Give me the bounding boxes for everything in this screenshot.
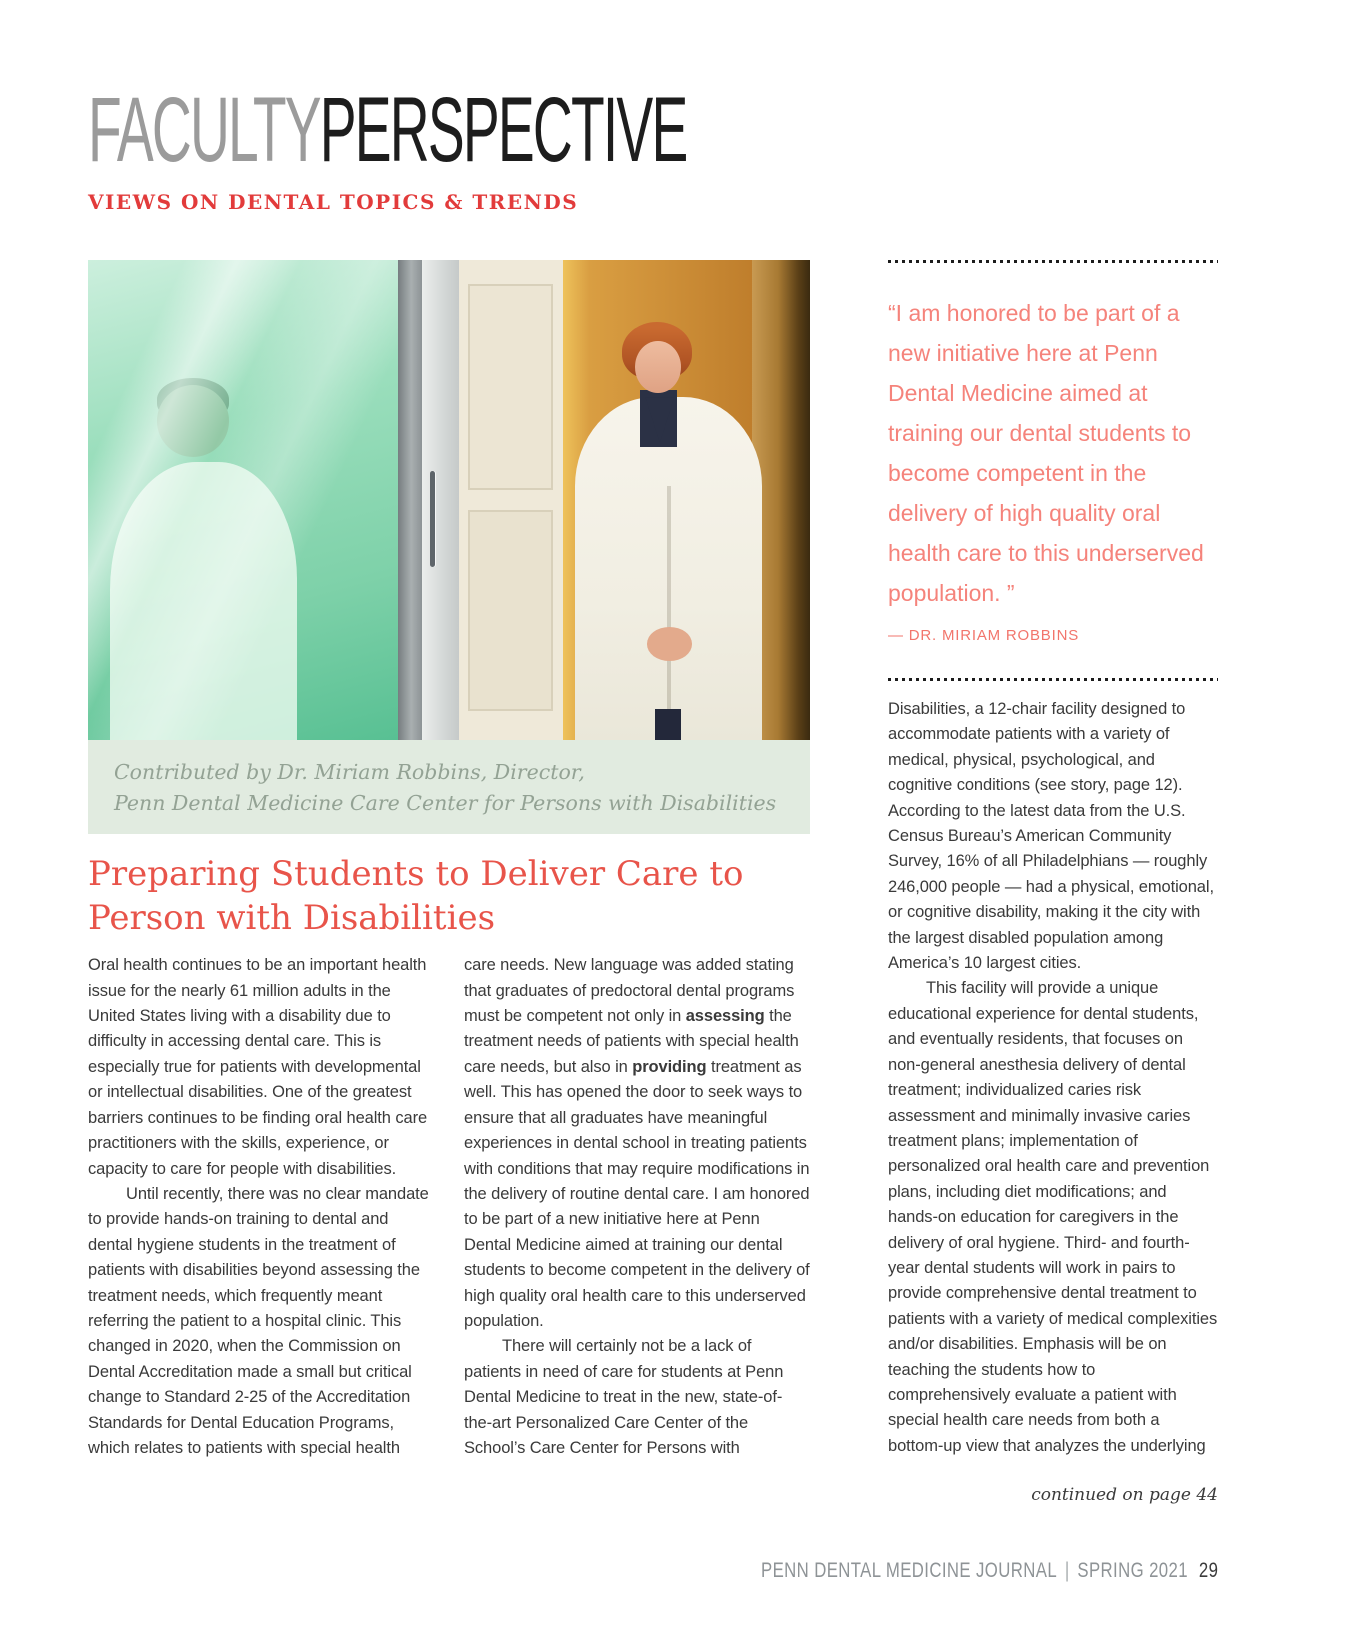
pull-quote: “I am honored to be part of a new initiative here at Penn Dental Medicine aimed at training our dental students to become competent in the delivery of high quality oral health care to this underserved population. ” xyxy=(888,300,1204,606)
wall-panel-upper xyxy=(468,284,553,490)
issue-label: SPRING 2021 xyxy=(1077,1558,1188,1582)
body-column-1 xyxy=(88,953,434,1461)
glass-highlight xyxy=(88,260,398,740)
footer-separator: | xyxy=(1064,1558,1070,1582)
text-run: care needs. New language was added stating that graduates of predoctoral dental programs must be competent not only in xyxy=(464,956,795,1026)
section-kicker: VIEWS ON DENTAL TOPICS & TRENDS xyxy=(88,190,579,214)
content-area xyxy=(88,260,1218,1505)
section-title xyxy=(88,79,845,181)
section-title-faculty: FACULTY xyxy=(88,79,320,181)
journal-name: PENN DENTAL MEDICINE JOURNAL xyxy=(760,1558,1057,1582)
paragraph xyxy=(464,953,810,1334)
gray-door xyxy=(422,260,460,740)
bold-word-assessing: assessing xyxy=(685,1007,765,1026)
page-number: 29 xyxy=(1198,1558,1218,1582)
continued-note: continued on page 44 xyxy=(1031,1485,1218,1506)
paragraph: This facility will provide a unique educational experience for dental students, and eventually residents, that focuses on non-general anesthesia delivery of dental treatment; individualized caries risk assessment and minimally invasive caries treatment plans; implementation of personalized oral health care and prevention plans, including diet modifications; and hands-on education for caregivers in the delivery of oral hygiene. Third- and fourth-year dental students will work in pairs to provide comprehensive dental treatment to patients with a variety of medical complexities and/or disabilities. Emphasis will be on teaching the students how to comprehensively evaluate a patient with special health care needs from both a bottom-up view that analyzes the underlying xyxy=(888,979,1218,1455)
dotted-rule-top xyxy=(888,260,1218,263)
person-face xyxy=(635,341,681,394)
paragraph: Disabilities, a 12-chair facility designed to accommodate patients with a variety of medical, physical, psychological, and cognitive conditions (see story, page 12). According to the latest data from the U.S. Census Bureau’s American Community Survey, 16% of all Philadelphians — roughly 246,000 people — had a physical, emotional, or cognitive disability, making it the city with the largest disabled population among America’s 10 largest cities. xyxy=(888,700,1214,973)
caption-line-1: Contributed by Dr. Miriam Robbins, Director, xyxy=(114,760,585,784)
bold-word-providing: providing xyxy=(632,1057,707,1076)
left-column xyxy=(88,260,810,1505)
body-column-2 xyxy=(464,953,810,1461)
body-column-3 xyxy=(888,697,1218,1459)
right-column xyxy=(888,260,1218,1505)
photo-caption xyxy=(88,740,810,834)
coat-seam xyxy=(667,486,671,740)
caption-line-2: Penn Dental Medicine Care Center for Persons with Disabilities xyxy=(114,790,777,815)
dotted-rule-bottom xyxy=(888,678,1218,681)
masthead xyxy=(88,79,1350,214)
person-hands xyxy=(647,627,692,661)
pull-quote-attribution: — DR. MIRIAM ROBBINS xyxy=(888,627,1080,644)
text-run: treatment as well. This has opened the door to seek ways to ensure that all graduates have meaningful experiences in dental school in treating patients with conditions that may require modifications in the delivery of routine dental care. I am honored to be part of a new initiative here at Penn Dental Medicine aimed at training our dental students to become competent in the delivery of high quality oral health care to this underserved population. xyxy=(464,1057,810,1330)
section-title-perspective: PERSPECTIVE xyxy=(319,79,687,181)
door-handle xyxy=(430,471,436,567)
paragraph: Oral health continues to be an important health issue for the nearly 61 million adults in the United States living with a disability due to difficulty in accessing dental care. This is especially true for patients with developmental or intellectual disabilities. One of the greatest barriers continues to be finding oral health care practitioners with the skills, experience, or capacity to care for people with disabilities. xyxy=(88,956,428,1178)
wall-panel-lower xyxy=(468,510,553,712)
faculty-photo xyxy=(88,260,810,740)
body-columns xyxy=(88,953,810,1461)
paragraph: Until recently, there was no clear mandate to provide hands-on training to dental and dental hygiene students in the treatment of patients with disabilities beyond assessing the treatment needs, which frequently meant referring the patient to a hospital clinic. This changed in 2020, when the Commission on Dental Accreditation made a small but critical change to Standard 2-25 of the Accreditation Standards for Dental Education Programs, which relates to patients with special health xyxy=(88,1184,429,1457)
article-title: Preparing Students to Deliver Care to Person with Disabilities xyxy=(88,853,744,939)
door-frame xyxy=(398,260,421,740)
page-footer xyxy=(761,1558,1218,1583)
text-run: the treatment needs of patients with special health care needs, but also in xyxy=(464,1007,799,1076)
person-slacks xyxy=(655,709,681,740)
paragraph: There will certainly not be a lack of patients in need of care for students at Penn Dental Medicine to treat in the new, state-of-the-art Personalized Care Center of the School’s Care Center for Persons with xyxy=(464,1337,784,1457)
